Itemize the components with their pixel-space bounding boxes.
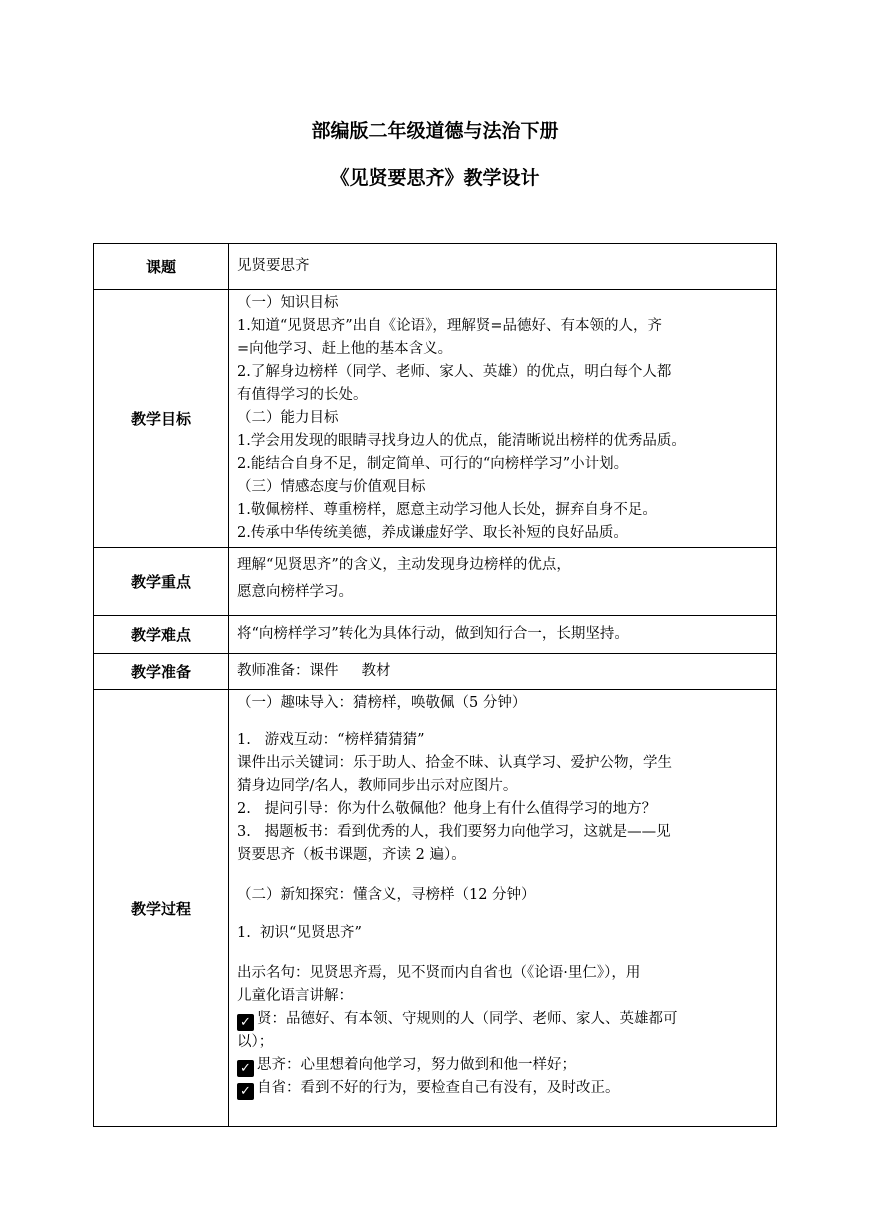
process-line: （一）趣味导入：猜榜样，唤敬佩（5 分钟） bbox=[237, 695, 527, 711]
row-key bbox=[94, 548, 777, 616]
value-key bbox=[229, 548, 777, 616]
process-line: 3. 揭题板书：看到优秀的人，我们要努力向他学习，这就是——见 bbox=[237, 824, 671, 840]
process-line: 出示名句：见贤思齐焉，见不贤而内自省也（《论语·里仁》），用 bbox=[237, 965, 641, 981]
goals-line: 2.能结合自身不足，制定简单、可行的“向榜样学习”小计划。 bbox=[237, 456, 629, 472]
row-topic bbox=[94, 244, 777, 290]
check-box-icon: ✓ bbox=[237, 1014, 254, 1031]
goals-line: 有值得学习的长处。 bbox=[237, 387, 368, 403]
process-line: 贤要思齐（板书课题，齐读 2 遍）。 bbox=[237, 847, 466, 863]
goals-line: 2.传承中华传统美德，养成谦虚好学、取长补短的良好品质。 bbox=[237, 525, 628, 541]
goals-line: =向他学习、赶上他的基本含义。 bbox=[237, 341, 453, 357]
check-box-icon: ✓ bbox=[237, 1083, 254, 1100]
document-subtitle: 《见贤要思齐》教学设计 bbox=[330, 167, 540, 189]
process-line: 贤：品德好、有本领、守规则的人（同学、老师、家人、英雄都可 bbox=[257, 1011, 678, 1027]
row-process bbox=[94, 690, 777, 1127]
process-line: 2. 提问引导：你为什么敬佩他？他身上有什么值得学习的地方？ bbox=[237, 801, 657, 817]
label-topic: 课题 bbox=[94, 244, 229, 290]
row-prep bbox=[94, 654, 777, 690]
process-line: （二）新知探究：懂含义，寻榜样（12 分钟） bbox=[237, 887, 536, 903]
process-check-line bbox=[237, 1008, 770, 1031]
row-difficulty bbox=[94, 616, 777, 654]
process-line: 以）； bbox=[237, 1034, 274, 1050]
row-goals bbox=[94, 290, 777, 548]
process-line: 自省：看到不好的行为，要检查自己有没有，及时改正。 bbox=[257, 1080, 620, 1096]
goals-line: 1.学会用发现的眼睛寻找身边人的优点，能清晰说出榜样的优秀品质。 bbox=[237, 433, 686, 449]
label-difficulty: 教学难点 bbox=[94, 616, 229, 654]
process-line: 思齐：心里想着向他学习，努力做到和他一样好； bbox=[257, 1057, 576, 1073]
goals-line: （二）能力目标 bbox=[237, 410, 339, 426]
value-process bbox=[229, 690, 777, 1127]
process-line: 课件出示关键词：乐于助人、拾金不昧、认真学习、爱护公物，学生 bbox=[237, 755, 672, 771]
goals-line: （三）情感态度与价值观目标 bbox=[237, 479, 426, 495]
label-process: 教学过程 bbox=[94, 690, 229, 1127]
key-line: 理解“见贤思齐”的含义，主动发现身边榜样的优点， bbox=[237, 557, 571, 573]
goals-line: 1.敬佩榜样、尊重榜样，愿意主动学习他人长处，摒弃自身不足。 bbox=[237, 502, 657, 518]
process-line: 猜身边同学/名人，教师同步出示对应图片。 bbox=[237, 778, 518, 794]
label-goals: 教学目标 bbox=[94, 290, 229, 548]
value-goals bbox=[229, 290, 777, 548]
lesson-plan-table bbox=[93, 243, 777, 1127]
goals-line: 1.知道“见贤思齐”出自《论语》，理解贤=品德好、有本领的人，齐 bbox=[237, 318, 663, 334]
document-title: 部编版二年级道德与法治下册 bbox=[311, 120, 559, 142]
value-prep: 教师准备：课件 教材 bbox=[229, 654, 777, 690]
label-prep: 教学准备 bbox=[94, 654, 229, 690]
process-check-line bbox=[237, 1054, 770, 1077]
process-line: 1. 游戏互动：“榜样猜猜猜” bbox=[237, 732, 425, 748]
goals-line: 2.了解身边榜样（同学、老师、家人、英雄）的优点，明白每个人都 bbox=[237, 364, 672, 380]
goals-line: （一）知识目标 bbox=[237, 295, 339, 311]
value-topic: 见贤要思齐 bbox=[229, 244, 777, 290]
process-check-line bbox=[237, 1077, 770, 1100]
label-key: 教学重点 bbox=[94, 548, 229, 616]
process-line: 儿童化语言讲解： bbox=[237, 988, 353, 1004]
process-line: 1. 初识“见贤思齐” bbox=[237, 925, 362, 941]
check-box-icon: ✓ bbox=[237, 1060, 254, 1077]
key-line: 愿意向榜样学习。 bbox=[237, 584, 353, 600]
value-difficulty: 将“向榜样学习”转化为具体行动，做到知行合一，长期坚持。 bbox=[229, 616, 777, 654]
